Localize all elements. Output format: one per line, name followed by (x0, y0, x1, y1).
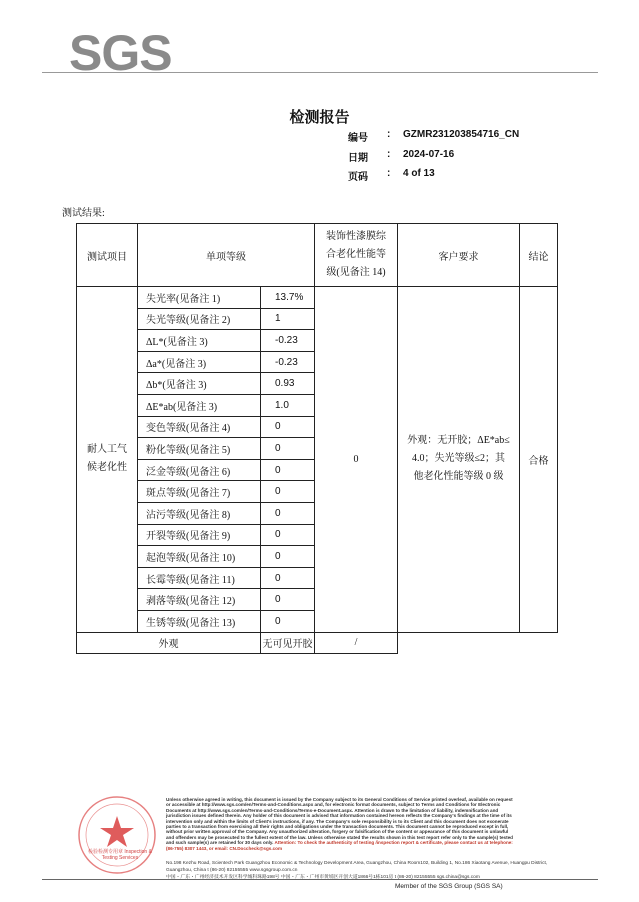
appearance-row (77, 632, 558, 653)
overall-grade-cell: 0 (315, 287, 398, 633)
grade-value: 0 (261, 589, 315, 611)
footer-address (166, 860, 566, 881)
grade-value: 0 (261, 524, 315, 546)
grade-label: 生锈等级(见备注 13) (138, 610, 261, 632)
header-overall-line: 装饰性漆膜综 (326, 231, 386, 242)
table-row (77, 287, 558, 309)
stamp-text: 检验检测专用章 Inspection & Testing Services (88, 849, 152, 861)
grade-label: 起泡等级(见备注 10) (138, 546, 261, 568)
meta-sep: : (387, 149, 391, 160)
sgs-logo: SGS (69, 25, 172, 81)
grade-label: ΔE*ab(见备注 3) (138, 394, 261, 416)
grade-value: 0 (261, 416, 315, 438)
member-text: Member of the SGS Group (SGS SA) (395, 883, 503, 890)
grade-label: 失光等级(见备注 2) (138, 308, 261, 330)
header-overall-line: 合老化性能等 (326, 249, 386, 260)
appearance-label: 外观 (77, 632, 261, 653)
header-overall (315, 224, 398, 287)
grade-label: ΔL*(见备注 3) (138, 330, 261, 352)
meta-label: 编号 (348, 133, 368, 144)
appearance-value: 无可见开胶 (261, 632, 315, 653)
header-requirement: 客户要求 (398, 224, 520, 287)
grade-label: 粉化等级(见备注 5) (138, 438, 261, 460)
header-grade: 单项等级 (138, 224, 315, 287)
meta-sep: : (387, 168, 391, 179)
footer-divider (42, 879, 598, 880)
meta-label: 页码 (348, 172, 368, 183)
results-table (76, 223, 558, 654)
header-divider (42, 72, 598, 73)
grade-label: 沾污等级(见备注 8) (138, 502, 261, 524)
header-overall-line: 级(见备注 14) (326, 267, 386, 278)
grade-value: 0 (261, 546, 315, 568)
results-caption: 测试结果: (62, 208, 105, 219)
grade-label: 失光率(见备注 1) (138, 287, 261, 309)
header-item: 测试项目 (77, 224, 138, 287)
grade-value: 0.93 (261, 373, 315, 395)
conclusion-cell: 合格 (520, 287, 558, 633)
grade-value: 0 (261, 438, 315, 460)
grade-label: 剥落等级(见备注 12) (138, 589, 261, 611)
attention-text: Attention: To check the authenticity of testing /inspection report & certificate, please contact us at telephone: (86-755) 8307 1443, or email: CN.Doccheck@sgs.com (166, 840, 513, 851)
meta-label: 日期 (348, 153, 368, 164)
grade-value: 0 (261, 610, 315, 632)
test-item-line: 耐人工气 (87, 444, 127, 456)
grade-label: 长霉等级(见备注 11) (138, 567, 261, 589)
grade-value: 0 (261, 481, 315, 503)
grade-value: 0 (261, 502, 315, 524)
disclaimer-text: Unless otherwise agreed in writing, this document is issued by the Company subject to its General Conditions of Service printed overleaf, available on request or accessible at http://www.sgs.com/en/Terms-and-Conditions.aspx and, for electronic format documents, subject to Terms and Conditions for Electronic Documents at http://www.sgs.com/en/Terms-and-Conditions/Terms-e-Document.aspx. Attention is drawn to the limitation of liability, indemnification and jurisdiction issues defined therein. Any holder of this document is advised that information contained hereon reflects the Company's findings at the time of its intervention only and within the limits of Client's instructions, if any. The Company's sole responsibility is to its Client and this document does not exonerate parties to a transaction from exercising all their rights and obligations under the transaction documents. This document cannot be reproduced except in full, without prior written approval of the Company. Any unauthorized alteration, forgery or falsification of the content or appearance of this document is unlawful and offenders may be prosecuted to the fullest extent of the law. Unless otherwise stated the results shown in this test report refer only to the sample(s) tested and such sample(s) are retained for 30 days only. (166, 797, 513, 846)
requirement-cell (398, 287, 520, 633)
requirement-line: 4.0；失光等级≤2；其 (412, 453, 505, 465)
inspection-stamp (72, 790, 162, 880)
meta-value: 4 of 13 (403, 168, 435, 179)
footer-disclaimer (166, 797, 514, 851)
grade-label: 变色等级(见备注 4) (138, 416, 261, 438)
header-conclusion: 结论 (520, 224, 558, 287)
meta-value: GZMR231203854716_CN (403, 129, 520, 140)
table-header-row (77, 224, 558, 287)
address-cn: 中国・广东・广州经济技术开发区科学城科珠路198号 中国・广东・广州市黄埔区开创大道1866号1栋101房 t (86-20) 82155555 sgs.china@sgs.com (166, 875, 480, 880)
report-title: 检测报告 (289, 108, 350, 126)
grade-value: 13.7% (261, 287, 315, 309)
test-item-cell (77, 287, 138, 633)
grade-label: 泛金等级(见备注 6) (138, 459, 261, 481)
grade-value: 1 (261, 308, 315, 330)
grade-value: 0 (261, 567, 315, 589)
meta-value: 2024-07-16 (403, 149, 455, 160)
requirement-line: 外观：无开胶；ΔE*ab≤ (407, 435, 510, 447)
grade-value: 0 (261, 459, 315, 481)
grade-label: 开裂等级(见备注 9) (138, 524, 261, 546)
appearance-overall: / (315, 632, 398, 653)
grade-value: 1.0 (261, 394, 315, 416)
grade-value: -0.23 (261, 330, 315, 352)
address-en: No.198 Kezhu Road, Scientech Park Guangzhou Economic & Technology Development Area, Guangzhou, China Room102, Building 1, No.186 Xiaotang Avenue, Huangpu District, Guangzhou, China t (86-20) 82155555 www.sgsgroup.com.cn (166, 861, 548, 873)
grade-value: -0.23 (261, 351, 315, 373)
grade-label: Δb*(见备注 3) (138, 373, 261, 395)
grade-label: Δa*(见备注 3) (138, 351, 261, 373)
requirement-line: 他老化性能等级 0 级 (413, 471, 504, 483)
meta-sep: : (387, 129, 391, 140)
grade-label: 斑点等级(见备注 7) (138, 481, 261, 503)
test-item-line: 候老化性 (87, 462, 127, 474)
